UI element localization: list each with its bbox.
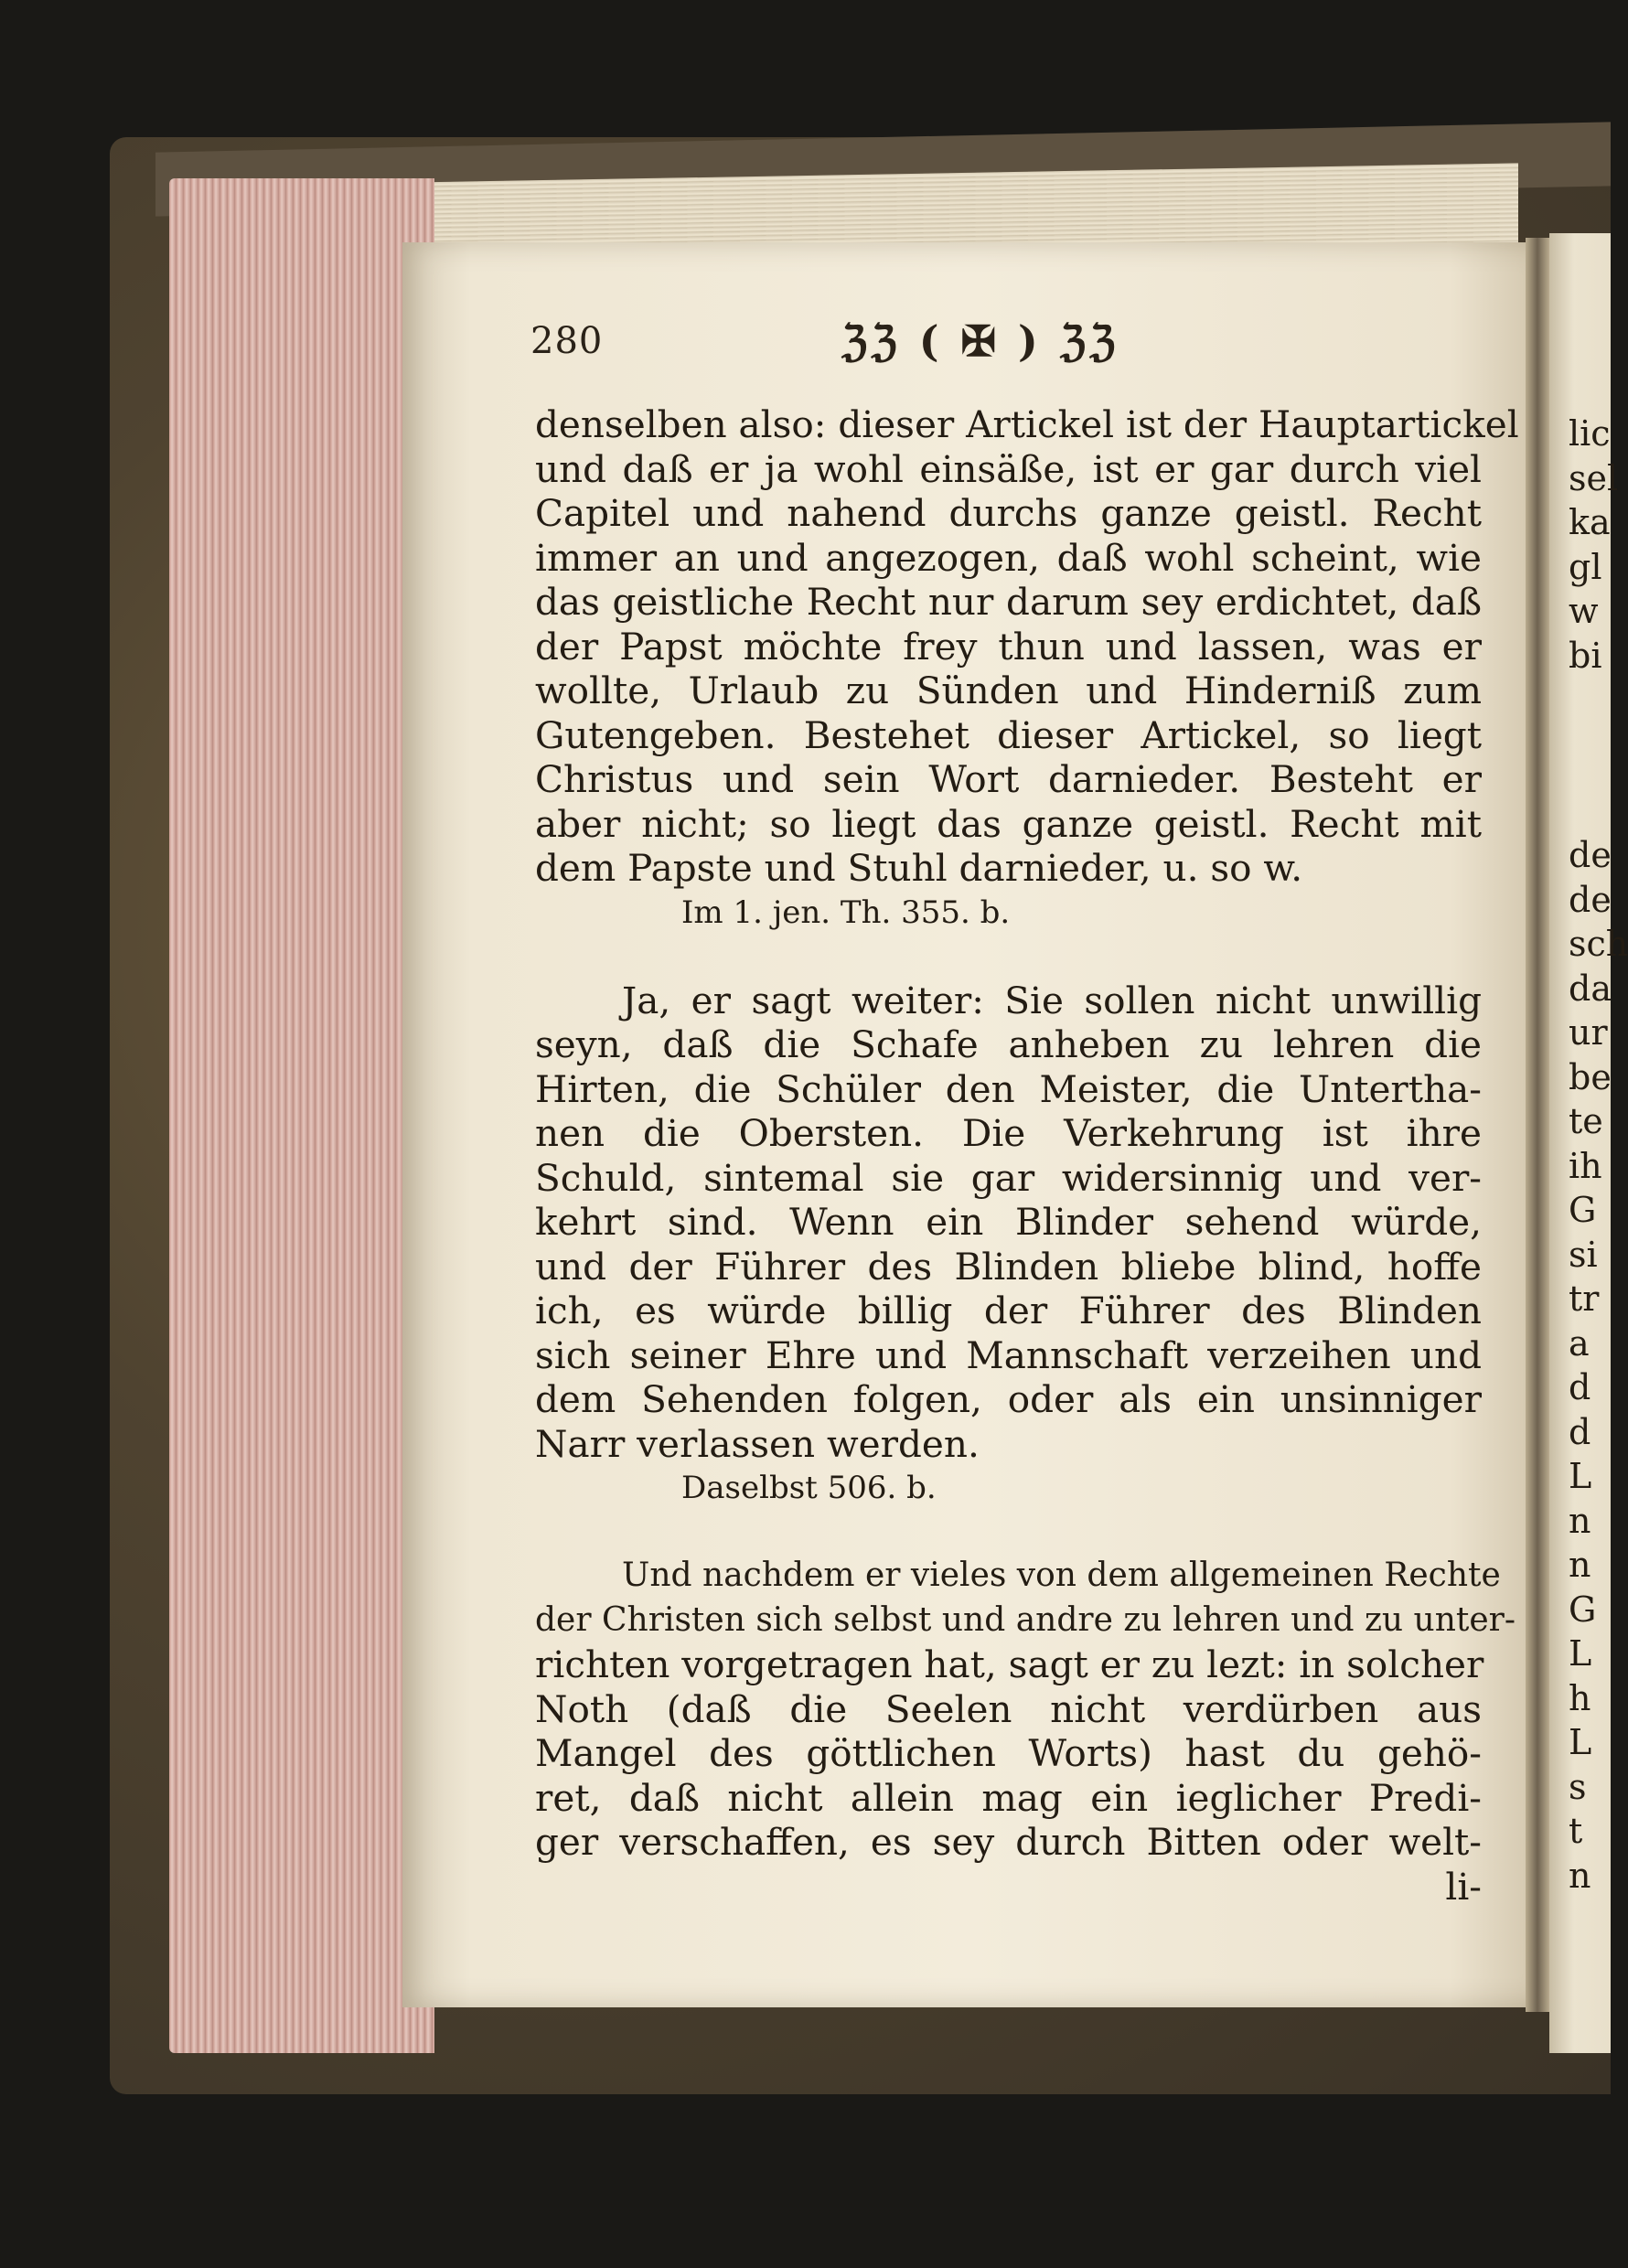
fragment: te xyxy=(1569,1101,1603,1141)
fragment: sel xyxy=(1569,457,1619,498)
text-line: das geistliche Recht nur darum sey erdichtet, daß xyxy=(535,580,1482,624)
fragment: ka xyxy=(1569,502,1611,542)
right-page-text-fragments xyxy=(1569,412,1628,1898)
text-line: aber nicht; so liegt das ganze geistl. Recht mit xyxy=(535,801,1482,846)
fragment: w xyxy=(1569,591,1599,631)
page-body xyxy=(535,402,1519,1909)
fragment: G xyxy=(1569,1190,1597,1230)
fragment: n xyxy=(1569,1500,1591,1541)
text-line: Christus und sein Wort darnieder. Besteht er xyxy=(535,757,1482,801)
text-line: ich, es würde billig der Führer des Blinden xyxy=(535,1289,1482,1332)
fragment: tr xyxy=(1569,1278,1600,1319)
paragraph-1 xyxy=(535,402,1519,935)
fragment: L xyxy=(1569,1633,1592,1674)
text-line: der Papst möchte frey thun und lassen, was er xyxy=(535,624,1482,669)
text-line: Ja, er sagt weiter: Sie sollen nicht unwillig xyxy=(622,978,1482,1022)
fragment: a xyxy=(1569,1322,1590,1364)
fragment: lic xyxy=(1569,413,1611,454)
text-line: Und nachdem er vieles von dem allgemeinen Rechte xyxy=(622,1557,1501,1594)
book-gutter xyxy=(1526,238,1549,2012)
spacer xyxy=(1569,678,1611,833)
text-line: Noth (daß die Seelen nicht verdürben aus xyxy=(535,1686,1482,1731)
fragment: n xyxy=(1569,1855,1591,1896)
text-line: sich seiner Ehre und Mannschaft verzeihen und xyxy=(535,1332,1482,1377)
fragment: n xyxy=(1569,1545,1591,1585)
fragment: s xyxy=(1569,1766,1587,1807)
text-line: ret, daß nicht allein mag ein ieglicher Predi- xyxy=(535,1775,1482,1820)
paragraph-2 xyxy=(535,979,1482,1511)
paragraph-3 xyxy=(535,1554,1516,1909)
fragment: de xyxy=(1569,879,1612,920)
fragment: d xyxy=(1569,1411,1591,1452)
fragment: G xyxy=(1569,1589,1597,1630)
spacer xyxy=(535,935,1482,979)
fragment: L xyxy=(1569,1456,1592,1496)
fragment: bi xyxy=(1569,635,1602,676)
fragment: de xyxy=(1569,835,1612,875)
fragment: d xyxy=(1569,1367,1591,1407)
citation: Daselbst 506. b. xyxy=(681,1470,937,1506)
fragment: ih xyxy=(1569,1145,1602,1186)
citation: Im 1. jen. Th. 355. b. xyxy=(681,893,1011,931)
text-line: dem Papste und Stuhl darnieder, u. so w. xyxy=(535,846,1303,890)
text-line: wollte, Urlaub zu Sünden und Hinderniß zum xyxy=(535,669,1482,712)
fragment: si xyxy=(1569,1234,1598,1275)
fragment: gl xyxy=(1569,546,1602,587)
text-line: nen die Obersten. Die Verkehrung ist ihre xyxy=(535,1111,1482,1155)
fragment: ur xyxy=(1569,1012,1608,1053)
text-line: Schuld, sintemal sie gar widersinnig und ver- xyxy=(535,1155,1482,1200)
fragment: sch xyxy=(1569,924,1628,964)
page-number: 280 xyxy=(530,320,604,362)
text-line: denselben also: dieser Artickel ist der Hauptartickel xyxy=(535,402,1519,446)
catchword: li- xyxy=(1445,1864,1482,1909)
text-line: immer an und angezogen, daß wohl scheint, wie xyxy=(535,535,1482,580)
text-line: dem Sehenden folgen, oder als ein unsinniger xyxy=(535,1377,1482,1421)
text-line: ger verschaffen, es sey durch Bitten oder welt- xyxy=(535,1820,1482,1864)
text-line: Narr verlassen werden. xyxy=(535,1421,980,1466)
running-head-ornament: ℨℨ ( ✠ ) ℨℨ xyxy=(841,316,1119,366)
text-line: Mangel des göttlichen Worts) hast du gehö- xyxy=(535,1731,1482,1775)
fragment: be xyxy=(1569,1056,1612,1097)
page-header xyxy=(521,316,1491,384)
text-line: der Christen sich selbst und andre zu lehren und zu unter- xyxy=(535,1600,1516,1639)
text-line: Gutengeben. Bestehet dieser Artickel, so liegt xyxy=(535,712,1482,757)
spacer xyxy=(535,1510,1482,1554)
text-line: seyn, daß die Schafe anheben zu lehren die xyxy=(535,1022,1482,1066)
text-line: und daß er ja wohl einsäße, ist er gar durch viel xyxy=(535,446,1482,491)
fragment: da xyxy=(1569,968,1612,1009)
text-line: kehrt sind. Wenn ein Blinder sehend würde, xyxy=(535,1200,1482,1244)
text-line: Capitel und nahend durchs ganze geistl. Recht xyxy=(535,491,1482,535)
text-line: Hirten, die Schüler den Meister, die Untertha- xyxy=(535,1066,1482,1111)
text-line: und der Führer des Blinden bliebe blind, hoffe xyxy=(535,1244,1482,1289)
fragment: L xyxy=(1569,1722,1592,1762)
text-line: richten vorgetragen hat, sagt er zu lezt: in solcher xyxy=(535,1642,1484,1686)
page-block-side-edge xyxy=(169,178,434,2053)
fragment: t xyxy=(1569,1811,1583,1851)
fragment: h xyxy=(1569,1677,1591,1718)
